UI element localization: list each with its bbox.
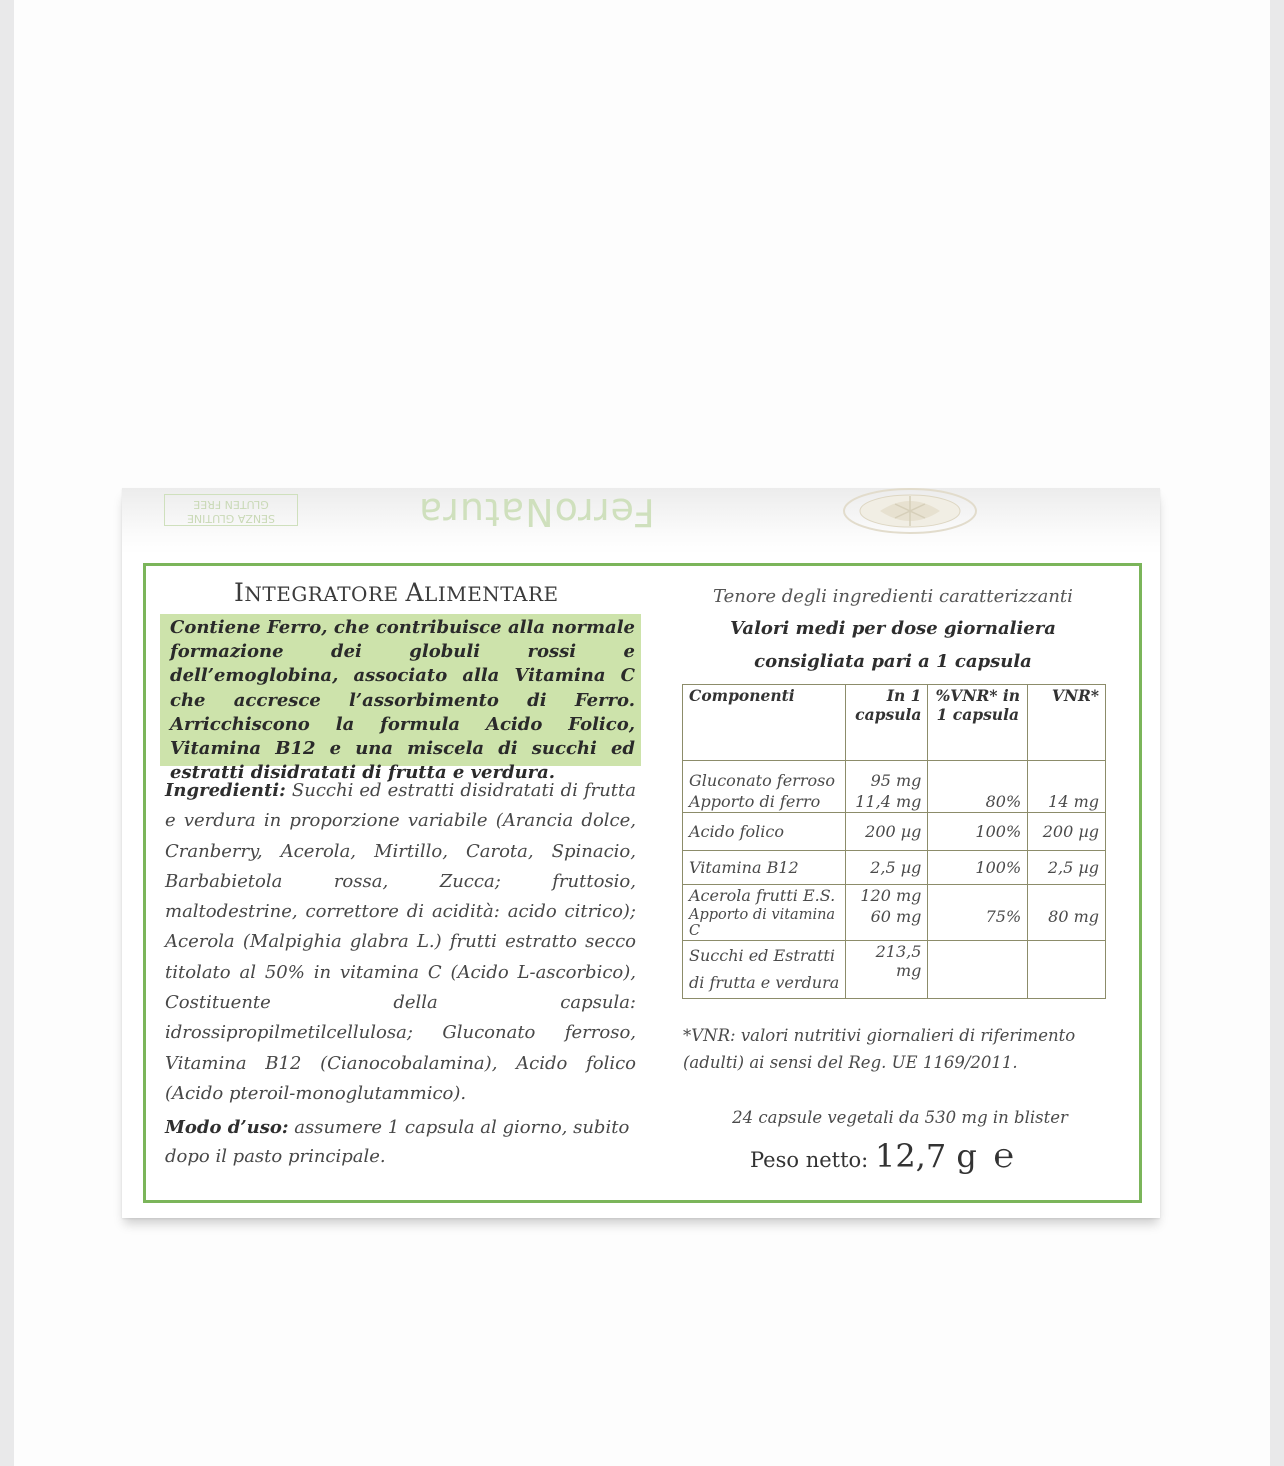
table-cell: 100% [928,813,1028,851]
gluten-free-badge [164,494,298,526]
table-cell: Apporto di ferro [683,791,846,813]
table-cell [1028,941,1106,999]
table-cell [1028,885,1106,907]
table-cell: Succhi ed Estratti di frutta e verdura [683,941,846,999]
table-cell: 120 mg [846,885,928,907]
table-cell: Gluconato ferroso [683,761,846,792]
table-cell: 2,5 µg [846,851,928,885]
table-cell: 200 µg [1028,813,1106,851]
estimated-sign-icon: ℮ [993,1136,1014,1176]
table-cell: 100% [928,851,1028,885]
table-row [683,906,1106,941]
table-row [683,851,1106,885]
label-title: INTEGRATORE ALIMENTARE [234,578,559,607]
usage-label: Modo d’uso: [165,1117,289,1138]
table-cell [928,941,1028,999]
table-row [683,885,1106,907]
table-header-cell: In 1 capsula [846,685,928,761]
table-cell: 80% [928,791,1028,813]
table-cell: 80 mg [1028,906,1106,941]
table-cell: 200 µg [846,813,928,851]
table-header-row [683,685,1106,761]
net-weight-value: 12,7 g [874,1137,977,1175]
ingredients-paragraph [165,776,636,1109]
table-cell: 11,4 mg [846,791,928,813]
table-row [683,941,1106,999]
ingredients-text: Succhi ed estratti disidratati di frutta e verdura in proporzione variabile (Arancia dolce, Cranberry, Acerola, Mirtillo, Carota, Spinacio, Barbabietola rossa, Zucca; fruttosio, maltodestrine, correttore di acidità: acido citrico); Acerola (Malpighia glabra L.) frutti estratto secco titolato al 50% in vitamina C (Acido L-ascorbico), Costituente della capsula: idrossipropilmetilcellulosa; Gluconato ferroso, Vitamina B12 (Cianocobalamina), Acido folico (Acido pteroil-monoglutammico). [165,780,636,1104]
badge-line-2: GLUTEN FREE [193,498,269,511]
characterizing-heading: Tenore degli ingredienti caratterizzanti [713,586,1073,607]
table-row [683,761,1106,792]
table-cell [1028,761,1106,792]
table-row [683,813,1106,851]
table-cell: Acerola frutti E.S. [683,885,846,907]
badge-line-1: SENZA GLUTINE [186,512,276,525]
table-cell: Apporto di vitamina C [683,906,846,941]
vnr-footnote: *VNR: valori nutritivi giornalieri di riferimento (adulti) ai sensi del Reg. UE 1169/2011. [683,1026,1076,1072]
daily-dose-heading: Valori medi per dose giornaliera [730,618,1056,639]
brand-logo-upside-down: FerroNatura [418,490,655,534]
table-header-cell: Componenti [683,685,846,761]
usage-paragraph [165,1113,641,1171]
table-cell: 213,5 mg [846,941,928,999]
ingredients-label: Ingredienti: [165,780,286,801]
nutrition-table [682,684,1106,999]
table-cell: 14 mg [1028,791,1106,813]
table-cell: 2,5 µg [1028,851,1106,885]
table-cell: 60 mg [846,906,928,941]
table-header-cell: VNR* [1028,685,1106,761]
table-cell [928,885,1028,907]
table-cell: Vitamina B12 [683,851,846,885]
table-header-cell: %VNR* in 1 capsula [928,685,1028,761]
table-cell: 95 mg [846,761,928,792]
table-cell: Acido folico [683,813,846,851]
table-cell: 75% [928,906,1028,941]
table-row [683,791,1106,813]
net-weight [750,1136,1014,1176]
dose-capsule-heading: consigliata pari a 1 capsula [754,651,1032,672]
usage-text: assumere 1 capsula al giorno, subito dopo il pasto principale. [165,1117,630,1167]
net-weight-label: Peso netto: [750,1148,869,1172]
table-cell [928,761,1028,792]
highlight-text: Contiene Ferro, che contribuisce alla normale formazione dei globuli rossi e dell’emoglobina, associato alla Vitamina C che accresce l’assorbimento di Ferro. Arricchiscono la formula Acido Folico, Vitamina B12 e una miscela di succhi ed estratti disidratati di frutta e verdura. [170,617,635,784]
capsule-count: 24 capsule vegetali da 530 mg in blister [732,1108,1068,1127]
leaf-seal-icon [840,486,980,536]
